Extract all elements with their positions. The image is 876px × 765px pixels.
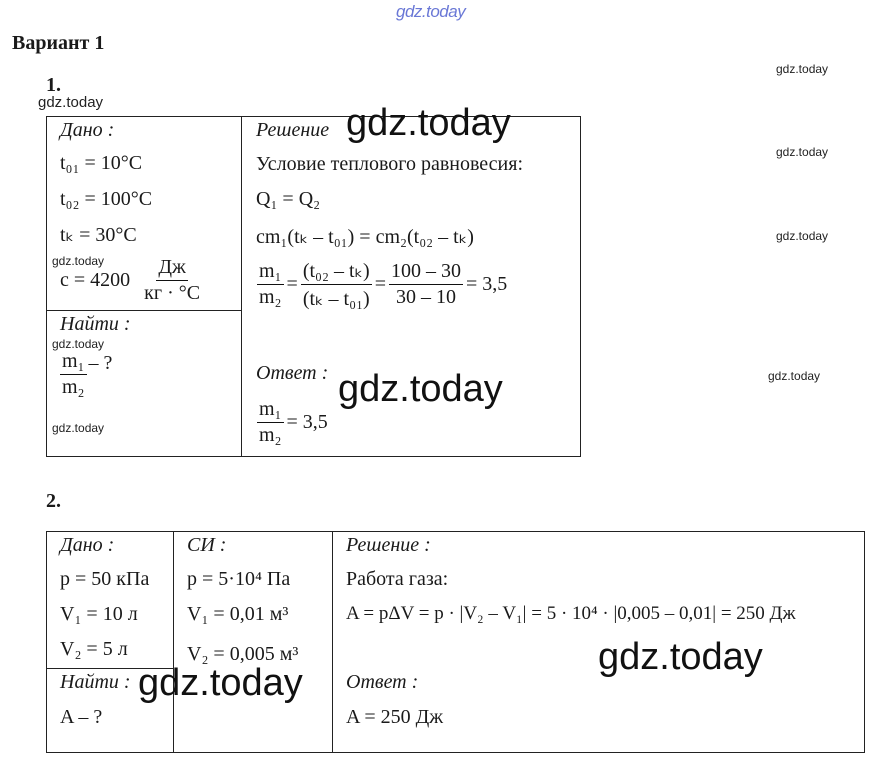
table2-divider-vertical-2 xyxy=(332,531,333,753)
task1-number: 1. xyxy=(46,74,61,96)
task2-solution-text: Работа газа: xyxy=(346,568,449,590)
watermark-small: gdz.today xyxy=(52,337,105,351)
watermark-large: gdz.today xyxy=(598,636,763,678)
task2-si-label: СИ : xyxy=(187,534,227,556)
task1-given-t02: t₀₂ = 100°C xyxy=(60,188,153,210)
watermark-large: gdz.today xyxy=(338,368,503,410)
table1-divider-horizontal xyxy=(46,310,242,311)
task1-find-frac xyxy=(60,350,87,399)
task1-eq3-frac2 xyxy=(301,258,372,311)
watermark-large: gdz.today xyxy=(346,102,511,144)
task1-given-tk: tₖ = 30°C xyxy=(60,224,137,246)
task2-find-label: Найти : xyxy=(60,671,131,693)
task1-eq3-result: = 3,5 xyxy=(466,273,508,295)
task1-eq3: $\frac{\text{m₁}}{\text{m₂}}$ = $\frac{\text{(t₀₂ – tₖ)}}{\text{(tₖ – t₀₁)}}$ = $\frac{100 - 30}{30 - 10}$ = 3,5 xyxy=(259,260,508,310)
watermark-small: gdz.today xyxy=(38,94,104,111)
task1-given-c-unit xyxy=(142,256,202,305)
task1-find-num: m₁ xyxy=(60,350,87,375)
table1-border-bottom xyxy=(46,456,581,457)
variant-title: Вариант 1 xyxy=(12,32,105,54)
task2-si-item: V₂ = 0,005 м³ xyxy=(187,643,299,665)
task1-eq3-frac3 xyxy=(389,260,463,309)
task1-eq3-f1-den: m₂ xyxy=(259,286,282,308)
task2-number: 2. xyxy=(46,490,61,512)
table2-border-bottom xyxy=(46,752,865,753)
watermark-small: gdz.today xyxy=(768,369,821,383)
table2-border-top xyxy=(46,531,865,532)
watermark-large: gdz.today xyxy=(138,662,303,704)
task1-answer-num: m₁ xyxy=(257,398,284,423)
task2-solution-label: Решение : xyxy=(346,534,431,556)
table1-border-left xyxy=(46,116,47,457)
watermark-small: gdz.today xyxy=(776,62,829,76)
task1-given-label: Дано : xyxy=(60,119,115,141)
table1-divider-vertical xyxy=(241,116,242,457)
task2-given-item: p = 50 кПа xyxy=(60,568,150,590)
task1-solution-text: Условие теплового равновесия: xyxy=(256,153,524,175)
task2-given-item: V₁ = 10 л xyxy=(60,603,138,625)
table2-border-left xyxy=(46,531,47,753)
task1-eq3-f1-num: m₁ xyxy=(257,260,284,285)
task1-find-den: m₂ xyxy=(62,376,85,398)
task1-eq2: cm₁(tₖ – t₀₁) = cm₂(t₀₂ – tₖ) xyxy=(256,226,474,248)
watermark-small: gdz.today xyxy=(52,254,105,268)
task1-answer-frac xyxy=(257,398,284,447)
task2-given-label: Дано : xyxy=(60,534,115,556)
task2-answer-label: Ответ : xyxy=(346,671,419,693)
watermark-small: gdz.today xyxy=(52,421,105,435)
watermark-small: gdz.today xyxy=(776,229,829,243)
task1-given-c-prefix: c = 4200 xyxy=(60,269,131,291)
task1-eq3-f2-num: (t₀₂ – tₖ) xyxy=(301,258,372,285)
task1-eq3-f2-den: (tₖ – t₀₁) xyxy=(302,288,370,310)
task2-find: A – ? xyxy=(60,706,103,728)
task1-find-suffix: – ? xyxy=(88,352,113,374)
watermark-small: gdz.today xyxy=(776,145,829,159)
task1-eq3-f3-den: 30 – 10 xyxy=(396,286,456,308)
task1-answer-den: m₂ xyxy=(259,424,282,446)
task1-solution-label: Решение xyxy=(256,119,330,141)
task1-answer-label: Ответ : xyxy=(256,362,329,384)
task1-eq3-f3-num: 100 – 30 xyxy=(389,260,463,285)
task2-si-item: V₁ = 0,01 м³ xyxy=(187,603,289,625)
task1-given-t01: t₀₁ = 10°C xyxy=(60,152,143,174)
table2-border-right xyxy=(864,531,865,753)
task1-find-label: Найти : xyxy=(60,313,131,335)
task2-si-item: p = 5·10⁴ Па xyxy=(187,568,291,590)
task2-answer: A = 250 Дж xyxy=(346,706,444,728)
task1-given-c-den: кг · °C xyxy=(144,282,201,304)
task2-formula: A = pΔV = p · |V₂ – V₁| = 5 · 10⁴ · |0,005 – 0,01| = 250 Дж xyxy=(346,603,796,624)
task1-answer xyxy=(254,398,328,447)
task1-eq1: Q₁ = Q₂ xyxy=(256,188,321,210)
task1-answer-value: = 3,5 xyxy=(286,411,328,433)
table2-divider-vertical-1 xyxy=(173,531,174,753)
task2-given-item: V₂ = 5 л xyxy=(60,638,128,660)
task1-given-c-num: Дж xyxy=(156,256,187,281)
task1-find xyxy=(60,350,112,399)
task1-eq3-frac1 xyxy=(257,260,284,309)
table1-border-right xyxy=(580,116,581,457)
watermark-top: gdz.today xyxy=(396,2,466,21)
